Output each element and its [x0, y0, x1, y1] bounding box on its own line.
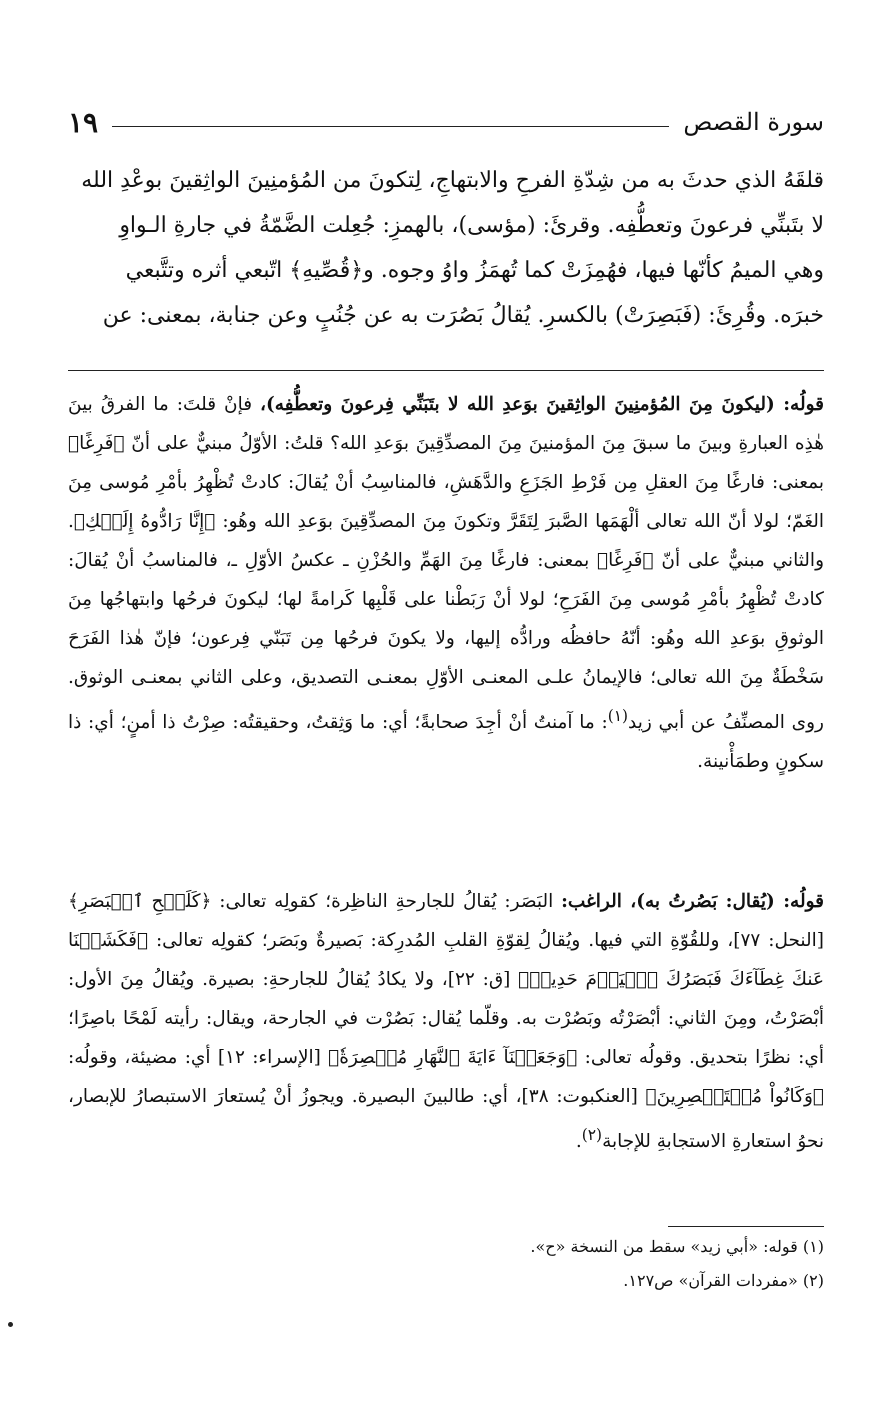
footnote-divider — [668, 1226, 824, 1227]
footnote-ref: (١) — [607, 707, 629, 725]
page-number: ١٩ — [68, 105, 99, 139]
page-header — [68, 100, 824, 144]
commentary-text-end: . — [575, 1131, 582, 1153]
commentary-text: البَصَر: يُقالُ للجارحةِ الناظِرة؛ كقولِه تعالى: ﴿كَلَمۡحِ ٱلۡبَصَرِ﴾ [النحل: ٧٧]، وللقُوّةِ التي فيها. ويُقالُ لِقوّةِ القلبِ المُدرِكة: بَصيرةٌ وبَصَر؛ كقولِه تعالى: ﴿فَكَشَفۡنَا عَنكَ غِطَآءَكَ فَبَصَرُكَ ٱلۡيَوۡمَ حَدِيدٞ﴾ [ق: ٢٢]، ولا يكادُ يُقالُ للجارحةِ: بصيرة. ويُقالُ مِنَ الأول: أبْصَرْتُ، ومِنَ الثاني: أبْصَرْتُه وبَصُرْت به. وقلّما يُقال: بَصُرْت في الجارحة، ويقال: رأيته لَمْحًا باصِرًا؛ أي: نظرًا بتحديق. وقولُه تعالى: ﴿وَجَعَلۡنَآ ءَايَةَ ٱلنَّهَارِ مُبۡصِرَةٗ﴾ [الإسراء: ١٢] أي: مضيئة، وقولُه: ﴿وَكَانُواْ مُسۡتَبۡصِرِينَ﴾ [العنكبوت: ٣٨]، أي: طالبينَ البصيرة. ويجوزُ أنْ يُستعارَ الاستبصارُ للإبصار، نحوُ استعارةِ الاستجابةِ للإجابة — [68, 891, 824, 1153]
main-text-line: وهي الميمُ كأنّها فيها، فهُمِزَتْ كما تُهمَزُ واوُ وجوه. و﴿قُصِّيهِ﴾ اتّبعي أثره وتتَّبعي — [125, 258, 824, 283]
section-divider — [68, 370, 824, 371]
main-text-line: خبرَه. وقُرِئَ: (فَبَصِرَتْ) بالكسرِ. يُقالُ بَصُرَت به عن جُنُبٍ وعن جنابة، بمعنى: عن — [102, 303, 824, 328]
commentary-paragraph-2 — [68, 882, 824, 1161]
footnote-2: (٢) «مفردات القرآن» ص١٢٧. — [623, 1271, 824, 1290]
main-text-line: لا بتَبنِّي فرعونَ وتعطُّفِه. وقرئَ: (مؤسى)، بالهمزِ: جُعِلت الضَّمّةُ في جارةِ الـواوِ — [119, 213, 824, 238]
footnote-ref: (٢) — [581, 1126, 603, 1144]
margin-dot — [8, 1322, 13, 1327]
commentary-lemma: قولُه: (يُقال: بَصُرتُ به)، الراغب: — [561, 891, 824, 912]
commentary-lemma: قولُه: (ليكونَ مِنَ المُؤمنِينَ الواثِقينَ بوَعدِ الله لا بتَبَنِّي فِرعونَ وتعطُّفِه)، — [259, 394, 824, 415]
main-text-line: قلقَهُ الذي حدثَ به من شِدّةِ الفرحِ والابتهاجِ، لِتكونَ من المُؤمنِينَ الواثِقينَ بوعْدِ الله — [81, 168, 824, 193]
footnote-1: (١) قوله: «أبي زيد» سقط من النسخة «ح». — [530, 1237, 824, 1256]
commentary-paragraph-1 — [68, 385, 824, 781]
commentary-text: فإنْ قلتَ: ما الفرقُ بينَ هٰذِه العبارةِ وبينَ ما سبقَ مِنَ المؤمنينَ مِنَ المصدِّقِينَ بوَعدِ الله؟ قلتُ: الأوّلُ مبنيٌّ على أنّ ﴿فَرِغًا﴾ بمعنى: فارغًا مِنَ العقلِ مِن فَرْطِ الجَزَعِ والدَّهَشِ، فالمناسِبُ أنْ يُقالَ: كادتْ تُظْهِرُ بأمْرِ مُوسى مِنَ الغَمّ؛ لولا أنّ الله تعالى ألْهَمَها الصَّبرَ لِتَقَرَّ وتكونَ مِنَ المصدِّقِينَ بوَعدِ الله وهُو: ﴿إِنَّا رَادُّوهُ إِلَيۡكِ﴾. والثاني مبنيٌّ على أنّ ﴿فَرِغًا﴾ بمعنى: فارغًا مِنَ الهَمِّ والحُزْنِ ـ عكسُ الأوّلِ ـ، فالمناسبُ أنْ يُقالَ: كادتْ تُظْهِرُ بأمْرِ مُوسى مِنَ الفَرَحِ؛ لولا أنْ رَبَطْنا على قَلْبِها كَرامةً لها؛ ليكونَ فرحُها وابتهاجُها مِنَ الوثوقِ بوَعدِ الله وهُو: أنّهُ حافظُه ورادُّه إليها، ولا يكونَ فرحُها مِن تَبَنّي فِرعون؛ فإنّ هٰذا الفَرَحَ سَخْطَةٌ مِنَ الله تعالى؛ فالإيمانُ علـى المعنـى الأوّلِ بمعنـى التصديق، وعلى الثاني بمعنـى الوثوق. روى المصنِّفُ عن أبي زيد — [68, 394, 824, 734]
book-page — [68, 0, 824, 1413]
commentary-text-end: : ما آمنتُ أنْ أجِدَ صحابةً؛ أي: ما وَثِقتُ، وحقيقتُه: صِرْتُ ذا أمنٍ؛ أي: ذا سكونٍ وطمَأْنينة. — [68, 712, 824, 773]
header-rule — [112, 126, 669, 127]
surah-title: سورة القصص — [683, 108, 824, 136]
main-text — [68, 158, 824, 338]
